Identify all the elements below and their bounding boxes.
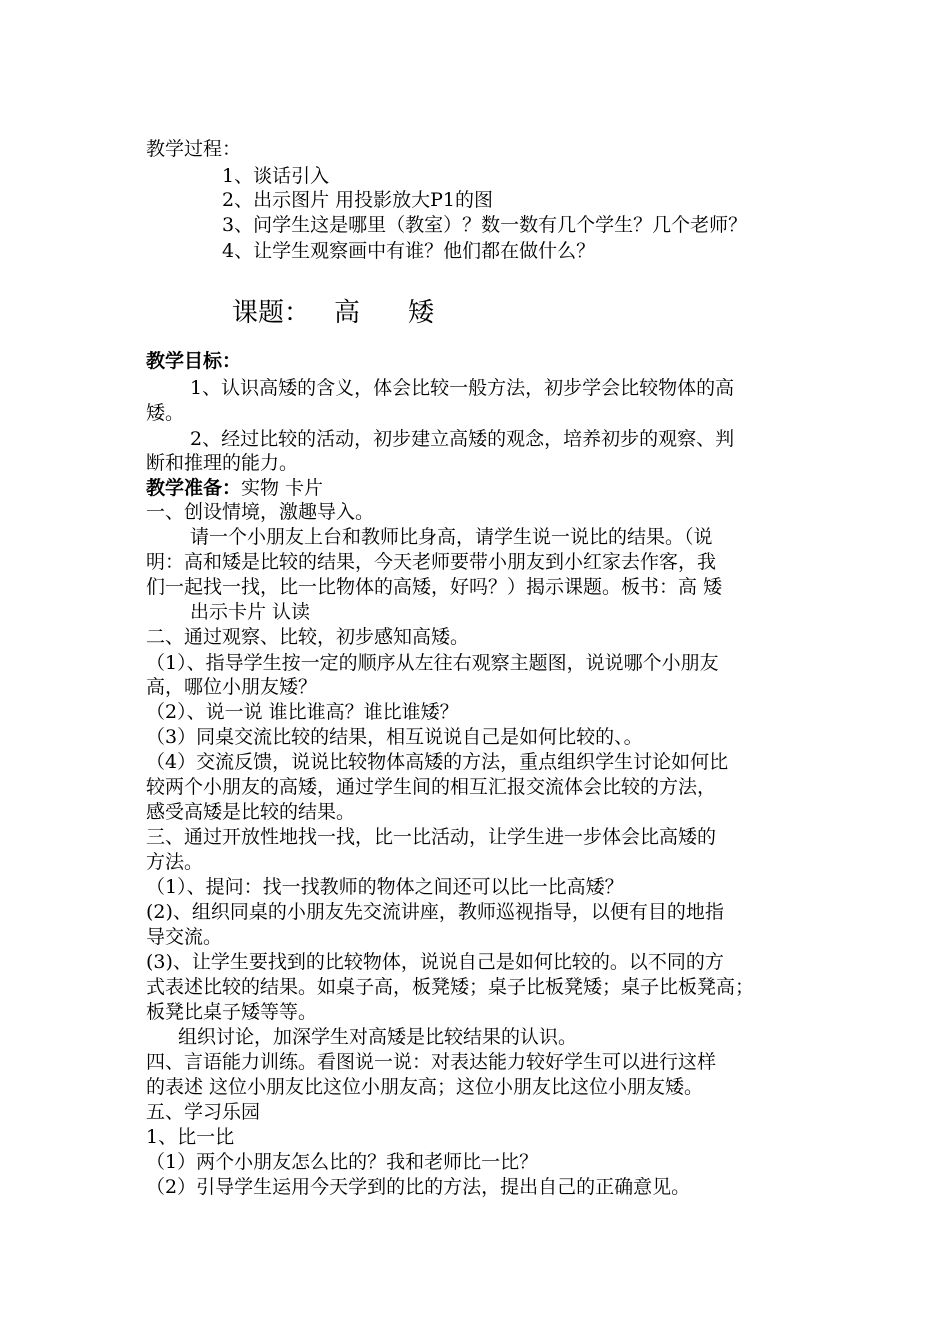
body-line: 较两个小朋友的高矮，通过学生间的相互汇报交流体会比较的方法， (146, 776, 717, 798)
body-line: 导交流。 (146, 926, 223, 948)
goals-heading: 教学目标： (146, 350, 242, 372)
intro-item: 2、出示图片 用投影放大P1的图 (222, 189, 494, 211)
body-line: 五、学习乐园 (146, 1101, 261, 1123)
prep-line (146, 476, 323, 501)
body-line: 三、通过开放性地找一找，比一比活动，让学生进一步体会比高矮的 (146, 826, 717, 848)
lesson-title-char: 矮 (408, 298, 435, 328)
body-line: 1、比一比 (146, 1126, 235, 1148)
body-line: 明：高和矮是比较的结果，今天老师要带小朋友到小红家去作客，我 (146, 551, 717, 573)
body-line: 出示卡片 认读 (190, 601, 311, 623)
lesson-title-label: 课题： (232, 298, 311, 328)
goal-line: 断和推理的能力。 (146, 452, 299, 474)
body-line: （3）同桌交流比较的结果，相互说说自己是如何比较的、。 (146, 726, 643, 748)
body-line: （4）交流反馈，说说比较物体高矮的方法，重点组织学生讨论如何比 (146, 751, 729, 773)
body-line: 感受高矮是比较的结果。 (146, 801, 356, 823)
body-line: 一、创设情境，激趣导入。 (146, 501, 375, 523)
process-heading: 教学过程： (146, 138, 242, 160)
body-line: (2)、组织同桌的小朋友先交流讲座，教师巡视指导，以便有目的地指 (146, 901, 724, 923)
body-line: （2）引导学生运用今天学到的比的方法，提出自己的正确意见。 (146, 1176, 691, 1198)
goal-line: 1、认识高矮的含义，体会比较一般方法，初步学会比较物体的高 (190, 377, 735, 399)
body-line: 高，哪位小朋友矮？ (146, 676, 318, 698)
body-line: (3)、让学生要找到的比较物体，说说自己是如何比较的。以不同的方 (146, 951, 724, 973)
body-line: 四、言语能力训练。看图说一说：对表达能力较好学生可以进行这样 (146, 1051, 717, 1073)
body-line: 式表述比较的结果。如桌子高，板凳矮；桌子比板凳矮；桌子比板凳高； (146, 976, 755, 998)
goal-line: 2、经过比较的活动，初步建立高矮的观念，培养初步的观察、判 (190, 428, 735, 450)
intro-item: 4、让学生观察画中有谁？他们都在做什么？ (222, 240, 596, 262)
body-line: 板凳比桌子矮等等。 (146, 1001, 318, 1023)
goal-line: 矮。 (146, 402, 185, 424)
lesson-title (232, 296, 434, 330)
body-line: 二、通过观察、比较，初步感知高矮。 (146, 626, 470, 648)
intro-item: 1、谈话引入 (222, 165, 330, 187)
body-line: 们一起找一找，比一比物体的高矮，好吗？）揭示课题。板书：高 矮 (146, 576, 723, 598)
body-line: （1）、指导学生按一定的顺序从左往右观察主题图，说说哪个小朋友 (146, 652, 719, 674)
body-line: 方法。 (146, 851, 204, 873)
body-line: 的表述 这位小朋友比这位小朋友高；这位小朋友比这位小朋友矮。 (146, 1076, 704, 1098)
prep-label: 教学准备： (146, 477, 242, 499)
body-line: 请一个小朋友上台和教师比身高，请学生说一说比的结果。（说 (190, 526, 713, 548)
lesson-title-char: 高 (334, 298, 361, 328)
body-line: （1）两个小朋友怎么比的？我和老师比一比？ (146, 1151, 539, 1173)
intro-item: 3、问学生这是哪里（教室）？数一数有几个学生？几个老师？ (222, 214, 748, 236)
body-line: （2）、说一说 谁比谁高？谁比谁矮？ (146, 701, 459, 723)
body-line: 组织讨论，加深学生对高矮是比较结果的认识。 (178, 1026, 578, 1048)
prep-text: 实物 卡片 (241, 477, 324, 499)
body-line: （1）、提问：找一找教师的物体之间还可以比一比高矮？ (146, 876, 624, 898)
